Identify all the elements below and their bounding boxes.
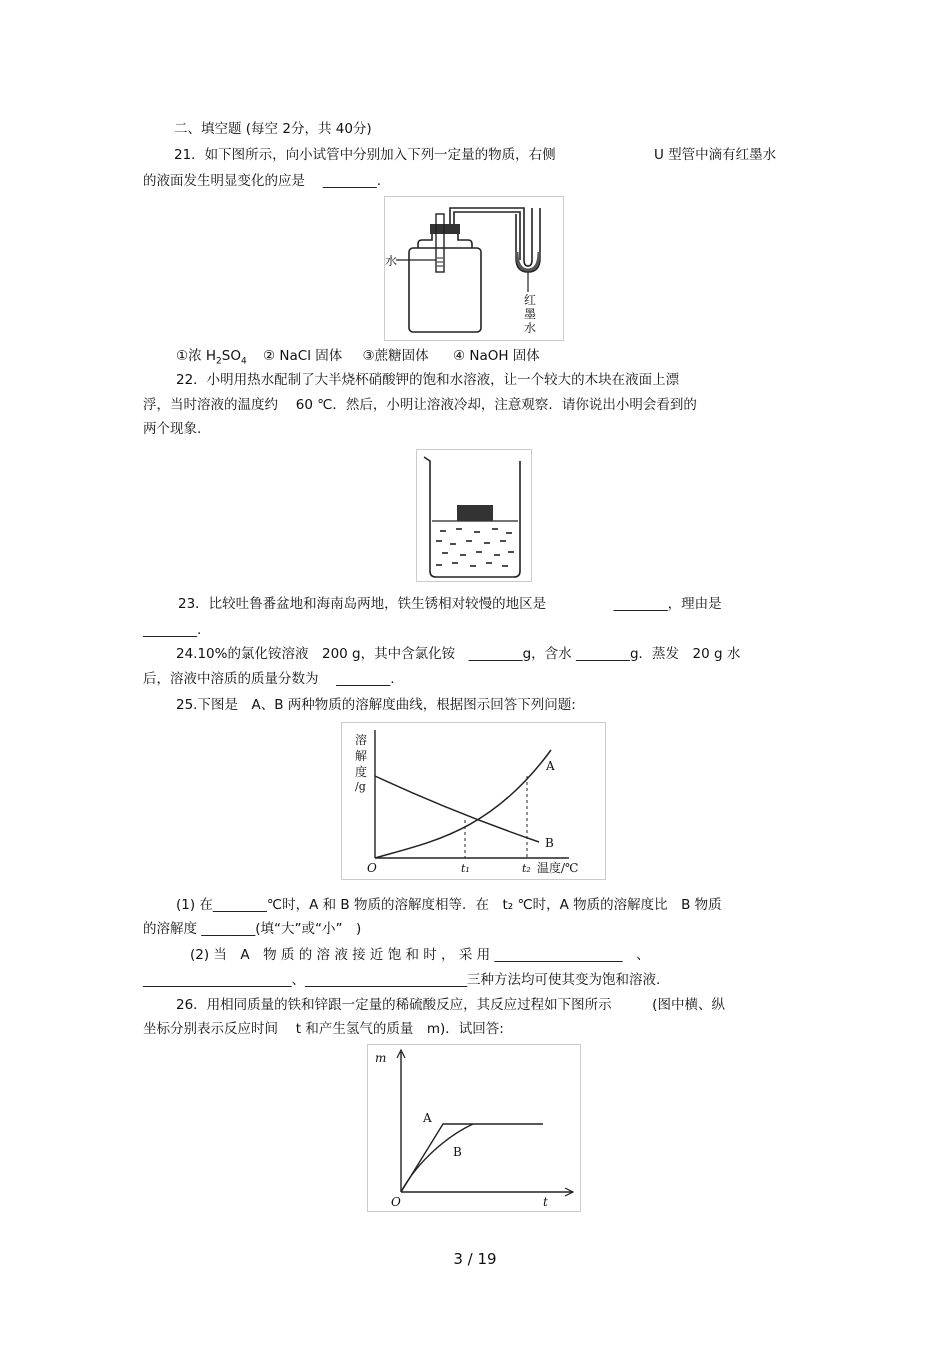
q21-opt2: ② NaCl 固体	[263, 348, 343, 364]
beaker-figure	[416, 449, 532, 582]
t1-label: t₁	[461, 862, 470, 875]
q25-p2-line1: (2) 当 A 物 质 的 溶 液 接 近 饱 和 时 ， 采 用 ___________________ 、	[190, 947, 650, 963]
ylabel: m	[375, 1051, 387, 1065]
xlabel: 温度/℃	[537, 861, 579, 875]
q21-opt4: ④ NaOH 固体	[452, 348, 540, 364]
q26-line1: 26．用相同质量的铁和锌跟一定量的稀硫酸反应，其反应过程如下图所示 (图中横、纵	[176, 997, 725, 1013]
q21-opt1-end: SO	[221, 348, 241, 364]
origin-label: O	[367, 861, 377, 875]
q21-opt1-sub: 2	[216, 356, 222, 367]
ylabel-3: 度	[355, 765, 368, 779]
q26-line2: 坐标分别表示反应时间 t 和产生氢气的质量 m)．试回答:	[143, 1021, 504, 1037]
q22-line1: 22．小明用热水配制了大半烧杯硝酸钾的饱和水溶液，让一个较大的木块在液面上漂	[176, 372, 680, 388]
hydrogen-mass-figure	[367, 1044, 581, 1212]
label-ink-3: 水	[524, 321, 537, 335]
label-ink-2: 墨	[524, 307, 537, 321]
q21-opt1: ①浓 H	[176, 348, 217, 364]
curve-a	[401, 1124, 543, 1192]
ylabel-1: 溶	[355, 733, 368, 747]
section-title: 二、填空题 (每空 2分，共 40分)	[174, 121, 372, 137]
q24-line1: 24.10%的氯化铵溶液 200 g，其中含氯化铵 ________g，含水 ________g．蒸发 20 g 水	[176, 646, 741, 662]
u-tube-apparatus-figure	[384, 196, 564, 341]
solubility-curve-figure	[341, 722, 606, 880]
label-ink-1: 红	[524, 293, 537, 307]
q23-line2: ________.	[143, 622, 202, 638]
q22-line3: 两个现象.	[143, 421, 202, 437]
q21-opt3: ③蔗糖固体	[362, 348, 429, 364]
curve-b-label: B	[453, 1145, 462, 1159]
q21-options	[176, 347, 540, 371]
q24-line2: 后，溶液中溶质的质量分数为 ________.	[143, 671, 395, 687]
q21-line1a: 21．如下图所示，向小试管中分别加入下列一定量的物质，右侧	[174, 147, 556, 163]
q22-line2: 浮，当时溶液的温度约 60 ℃．然后，小明让溶液冷却，注意观察．请你说出小明会看到的	[143, 397, 697, 413]
curve-b	[375, 776, 539, 842]
q21-line1b: U 型管中滴有红墨水	[654, 147, 777, 163]
q21-opt1-sub2: 4	[240, 356, 247, 367]
curve-a	[375, 750, 551, 858]
q25-p1-line1: (1) 在________℃时，A 和 B 物质的溶解度相等．在 t₂ ℃时，A 物质的溶解度比 B 物质	[176, 897, 722, 913]
q25-intro: 25.下图是 A、B 两种物质的溶解度曲线，根据图示回答下列问题:	[176, 697, 576, 713]
q23-line1: 23．比较吐鲁番盆地和海南岛两地，铁生锈相对较慢的地区是 ________，理由是	[178, 596, 722, 612]
xlabel: t	[543, 1195, 548, 1209]
q25-p2-line2: ______________________、________________________三种方法均可使其变为饱和溶液.	[143, 972, 661, 988]
q25-p1-line2: 的溶解度 ________(填“大”或“小” )	[143, 921, 362, 937]
page-number: 3 / 19	[453, 1250, 497, 1268]
curve-a-label: A	[546, 759, 555, 773]
ylabel-2: 解	[355, 749, 368, 763]
curve-a-label: A	[423, 1111, 432, 1125]
ylabel-4: /g	[355, 780, 366, 793]
curve-b-label: B	[545, 836, 554, 850]
origin-label: O	[391, 1195, 401, 1209]
label-water: 水	[385, 254, 398, 268]
t2-label: t₂	[522, 862, 531, 875]
q21-line2: 的液面发生明显变化的应是 ________.	[143, 173, 382, 189]
